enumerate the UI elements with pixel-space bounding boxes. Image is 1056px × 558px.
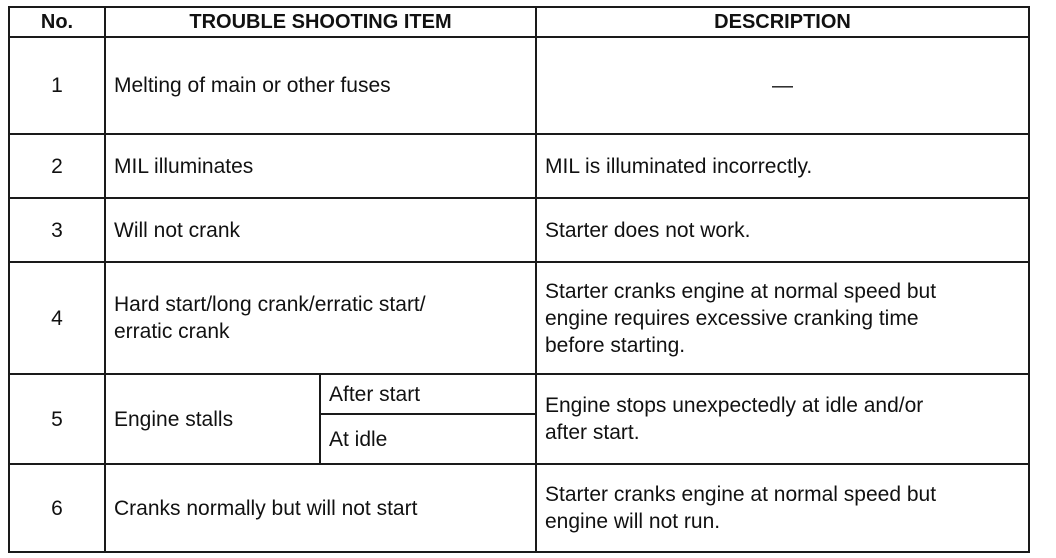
- description-line: Starter cranks engine at normal speed but: [545, 483, 937, 506]
- header-description: DESCRIPTION: [536, 7, 1029, 37]
- description: [536, 262, 1029, 374]
- table-row: [9, 134, 1029, 198]
- row-number: 3: [9, 198, 105, 262]
- description-line: Starter cranks engine at normal speed but: [545, 279, 937, 303]
- description-line: after start.: [545, 421, 640, 444]
- table-row: [9, 37, 1029, 134]
- table-header-row: [9, 7, 1029, 37]
- description: Starter does not work.: [536, 198, 1029, 262]
- row-number: 6: [9, 464, 105, 552]
- description: —: [536, 37, 1029, 134]
- sub-item-at-idle: At idle: [320, 414, 536, 464]
- description-line: engine will not run.: [545, 510, 721, 533]
- description: [536, 464, 1029, 552]
- description-line: engine requires excessive cranking time: [545, 306, 919, 330]
- description: [536, 374, 1029, 464]
- row-number: 5: [9, 374, 105, 464]
- description-line: before starting.: [545, 333, 686, 357]
- trouble-item: Engine stalls: [105, 374, 320, 464]
- table-row: [9, 198, 1029, 262]
- table-row: [9, 464, 1029, 552]
- header-trouble-shooting-item: TROUBLE SHOOTING ITEM: [105, 7, 536, 37]
- trouble-item-line: Hard start/long crank/erratic start/: [114, 293, 426, 316]
- trouble-item-line: erratic crank: [114, 320, 230, 343]
- sub-item-after-start: After start: [320, 374, 536, 414]
- row-number: 4: [9, 262, 105, 374]
- trouble-item: Cranks normally but will not start: [105, 464, 536, 552]
- description: MIL is illuminated incorrectly.: [536, 134, 1029, 198]
- trouble-item: [105, 262, 536, 374]
- table-row: [9, 262, 1029, 374]
- row-number: 1: [9, 37, 105, 134]
- description-line: Engine stops unexpectedly at idle and/or: [545, 394, 924, 417]
- trouble-item: MIL illuminates: [105, 134, 536, 198]
- header-no: No.: [9, 7, 105, 37]
- row-number: 2: [9, 134, 105, 198]
- trouble-shooting-table: [8, 6, 1030, 553]
- trouble-item: Melting of main or other fuses: [105, 37, 536, 134]
- trouble-item: Will not crank: [105, 198, 536, 262]
- table-row: [9, 374, 1029, 414]
